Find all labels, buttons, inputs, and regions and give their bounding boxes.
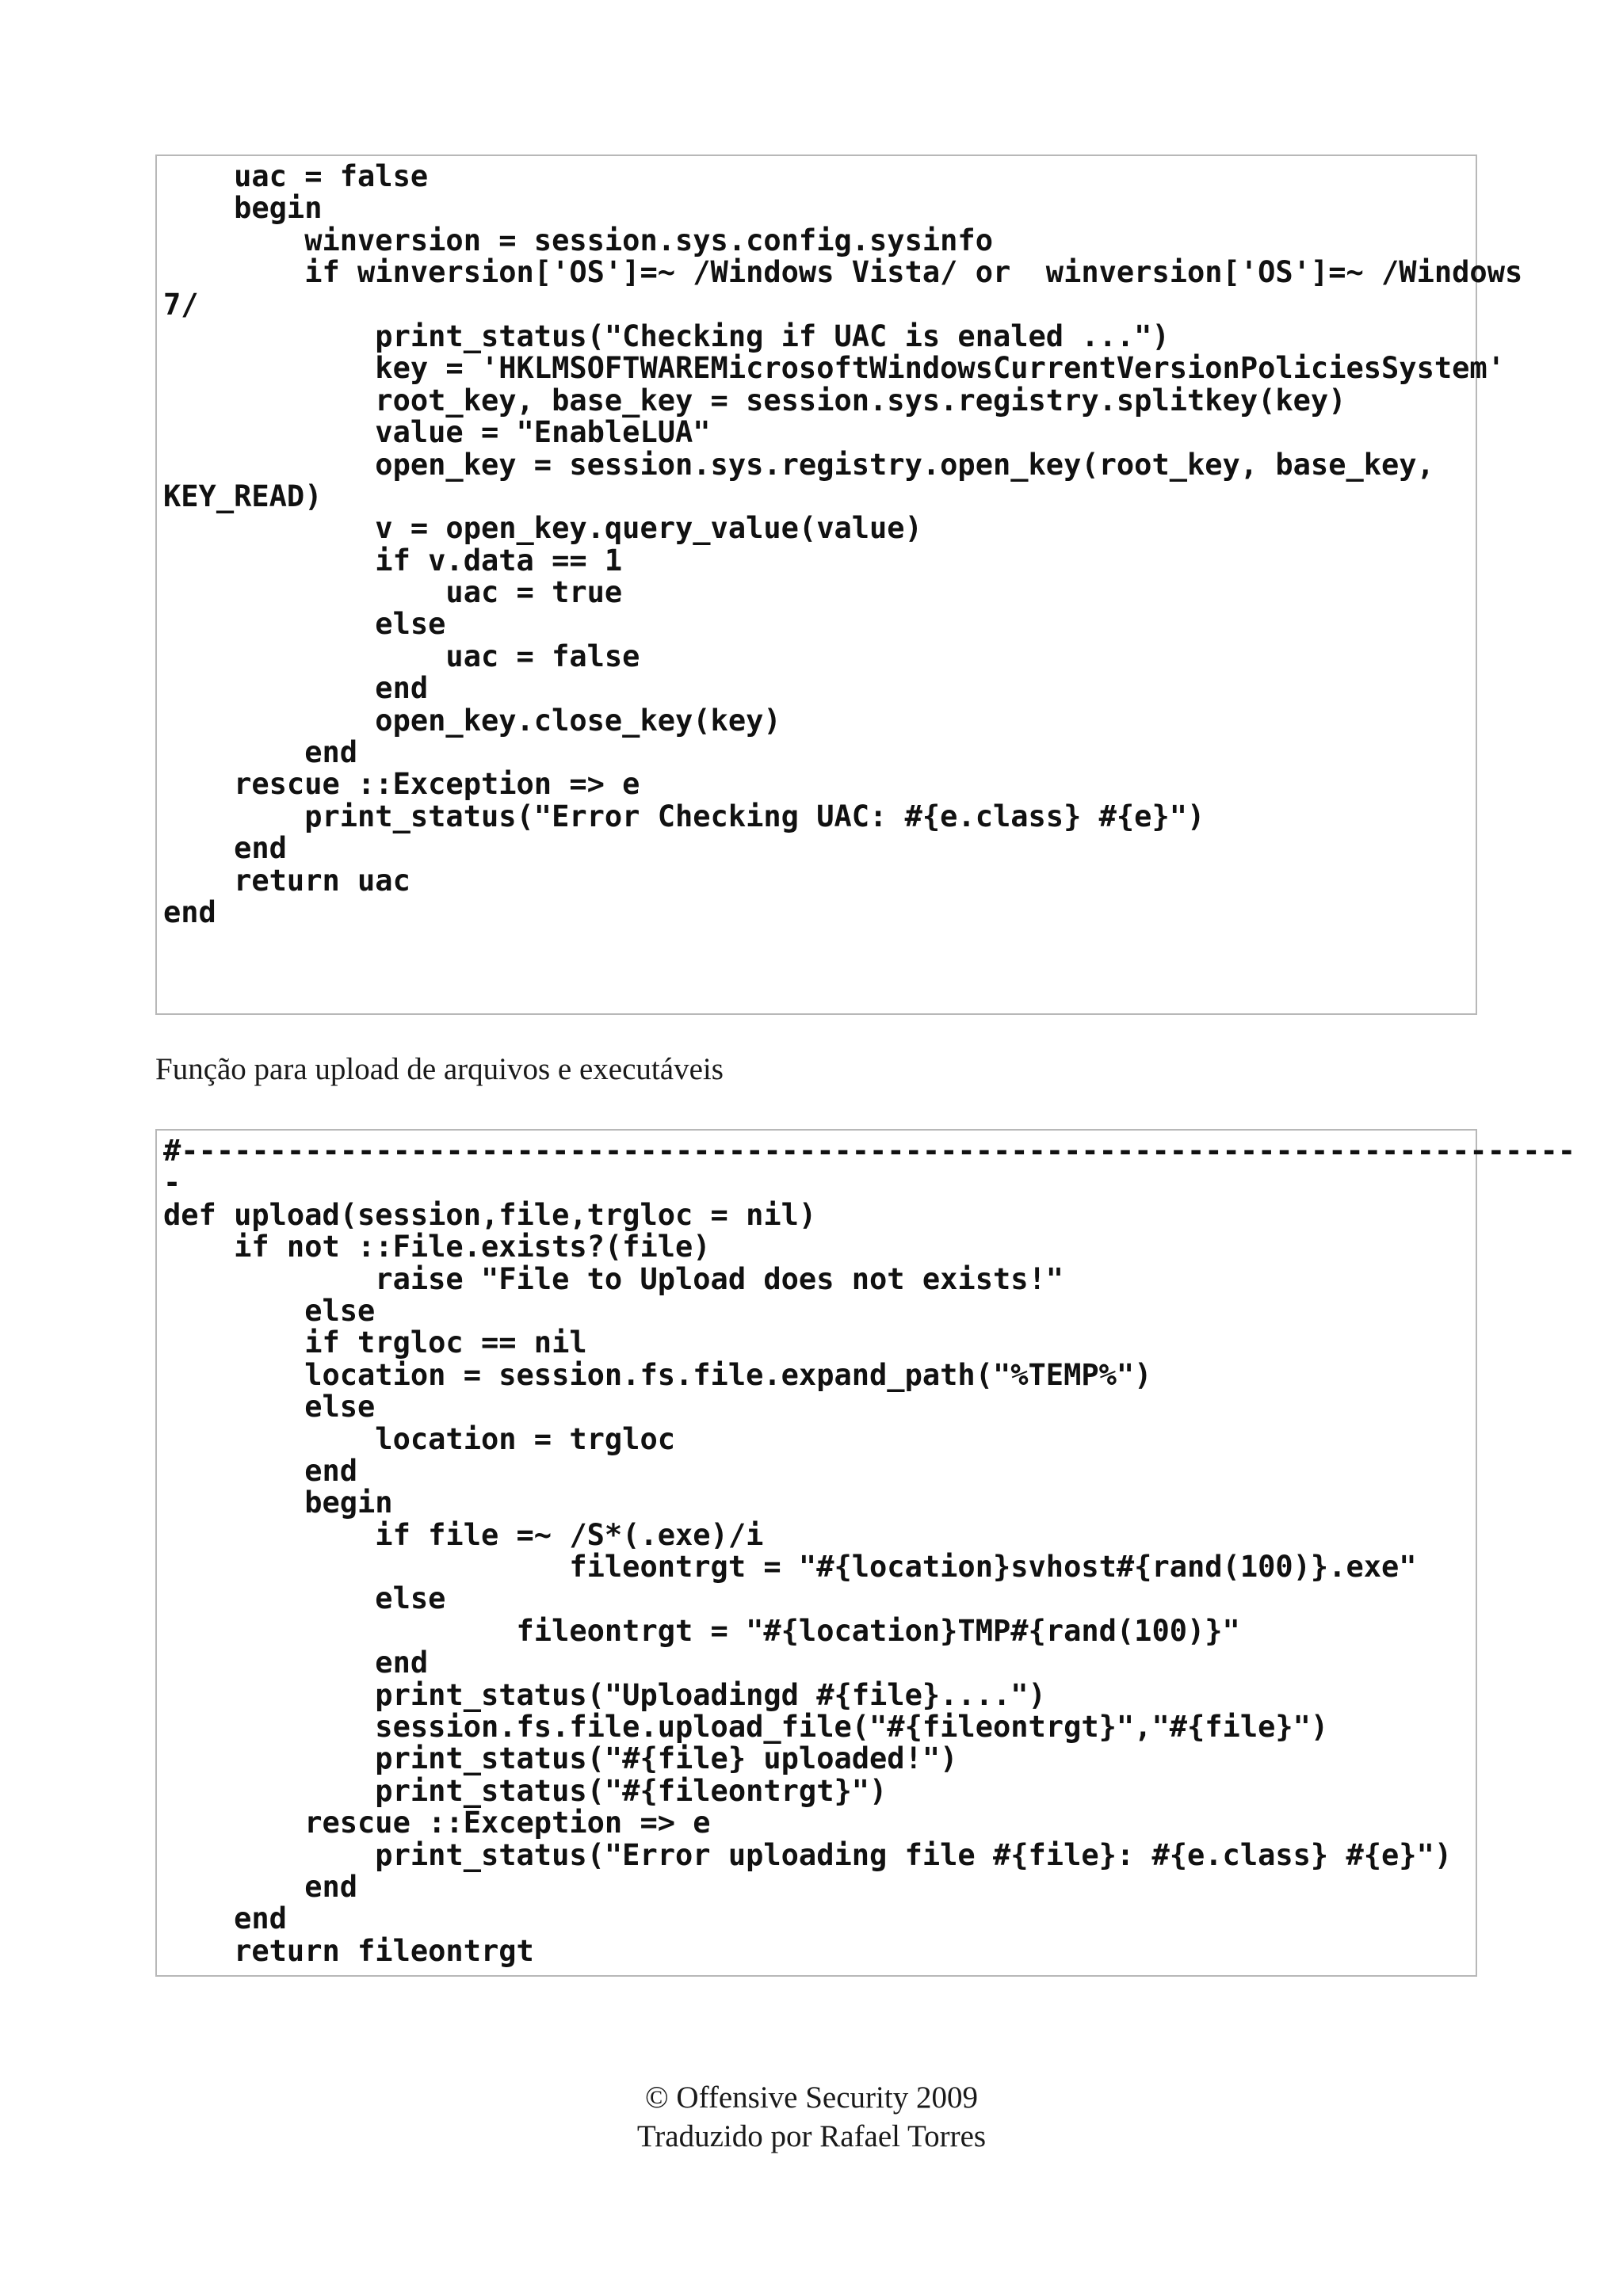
code-line: end (163, 671, 429, 706)
code-line: open_key = session.sys.registry.open_key(root_key, base_key, (163, 447, 1434, 482)
code-line: open_key.close_key(key) (163, 703, 781, 738)
code-line: print_status("#{file} uploaded!") (163, 1741, 958, 1776)
code-line: begin (163, 191, 323, 226)
code-line: return uac (163, 863, 411, 898)
code-line: root_key, base_key = session.sys.registry.splitkey(key) (163, 383, 1346, 418)
code-line: KEY_READ) (163, 479, 323, 513)
code-block-upload-function (155, 1129, 1576, 1977)
code-line: session.fs.file.upload_file("#{fileontrgt}","#{file}") (163, 1710, 1329, 1745)
code-line: begin (163, 1486, 393, 1520)
code-listing (157, 1131, 1576, 1968)
code-line: print_status("Checking if UAC is enaled ...") (163, 318, 1170, 353)
code-line: rescue ::Exception => e (163, 767, 640, 802)
code-line: v = open_key.query_value(value) (163, 511, 922, 546)
code-line: fileontrgt = "#{location}svhost#{rand(100)}.exe" (163, 1550, 1417, 1585)
code-line: end (163, 894, 216, 929)
code-line: raise "File to Upload does not exists!" (163, 1261, 1064, 1296)
code-line: location = trgloc (163, 1421, 676, 1456)
code-line: fileontrgt = "#{location}TMP#{rand(100)}" (163, 1613, 1240, 1648)
footer-translator: Traduzido por Rafael Torres (636, 2119, 987, 2153)
code-line: end (163, 1901, 287, 1936)
code-line: return fileontrgt (163, 1933, 534, 1968)
code-line: else (163, 1293, 376, 1328)
code-line: print_status("Error Checking UAC: #{e.class} #{e}") (163, 799, 1205, 833)
footer-copyright: © Offensive Security 2009 (645, 2081, 978, 2115)
code-line: end (163, 1453, 358, 1488)
code-line: if file =~ /S*(.exe)/i (163, 1517, 764, 1552)
section-caption: Função para upload de arquivos e executáveis (155, 1052, 724, 1086)
code-line: else (163, 607, 446, 642)
code-line: - (163, 1165, 181, 1200)
code-line: uac = false (163, 639, 640, 673)
code-line: uac = false (163, 159, 429, 193)
code-line: end (163, 1646, 429, 1680)
code-line: #------------------------------------------------------------------------------- (163, 1134, 1576, 1168)
code-line: def upload(session,file,trgloc = nil) (163, 1197, 817, 1232)
code-line: uac = true (163, 575, 623, 610)
code-line: if winversion['OS']=~ /Windows Vista/ or winversion['OS']=~ /Windows (163, 255, 1523, 290)
code-line: winversion = session.sys.config.sysinfo (163, 223, 993, 257)
code-line: value = "EnableLUA" (163, 415, 711, 450)
code-line: location = session.fs.file.expand_path("%TEMP%") (163, 1357, 1152, 1392)
code-line: if v.data == 1 (163, 543, 623, 578)
code-line: end (163, 1869, 358, 1904)
code-line: key = 'HKLMSOFTWAREMicrosoftWindowsCurrentVersionPoliciesSystem' (163, 351, 1505, 386)
code-line: print_status("#{fileontrgt}") (163, 1773, 888, 1808)
code-line: else (163, 1581, 446, 1616)
code-line: if not ::File.exists?(file) (163, 1230, 711, 1264)
code-line: end (163, 735, 358, 770)
code-line: 7/ (163, 287, 199, 322)
code-line: print_status("Error uploading file #{file}: #{e.class} #{e}") (163, 1837, 1453, 1872)
code-block-uac-check (155, 154, 1523, 1015)
code-line: if trgloc == nil (163, 1325, 587, 1360)
code-line: end (163, 831, 287, 866)
code-line: print_status("Uploadingd #{file}....") (163, 1677, 1046, 1712)
code-line: rescue ::Exception => e (163, 1806, 711, 1840)
code-listing (157, 156, 1523, 929)
code-line: else (163, 1390, 376, 1425)
